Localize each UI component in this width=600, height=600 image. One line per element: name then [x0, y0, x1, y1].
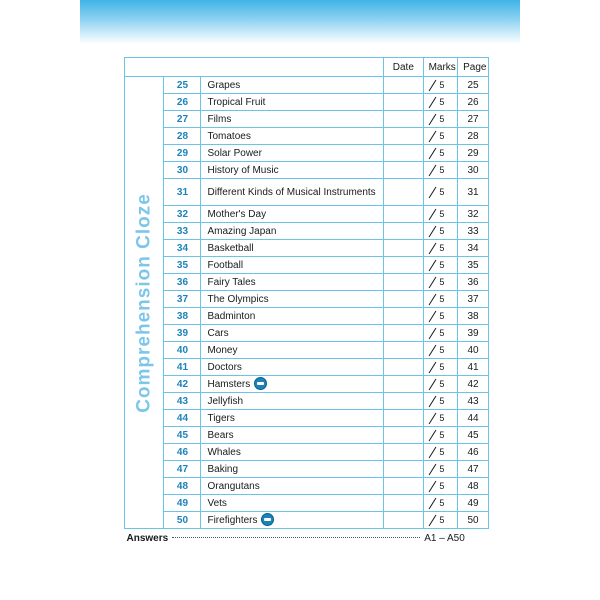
- page-number: 39: [458, 325, 489, 342]
- unit-number: 44: [164, 410, 201, 427]
- marks-fraction: [429, 343, 451, 357]
- fraction-slash: [429, 209, 437, 221]
- date-cell: [384, 206, 423, 223]
- table-row: [125, 342, 489, 359]
- table-row: [125, 94, 489, 111]
- marks-cell: [423, 111, 458, 128]
- marks-denominator: 5: [439, 430, 445, 440]
- unit-title: Money: [207, 344, 238, 356]
- fraction-slash: [429, 131, 437, 143]
- fraction-slash: [429, 80, 437, 92]
- leader-dots: [172, 536, 420, 538]
- marks-cell: [423, 223, 458, 240]
- table-row: [125, 495, 489, 512]
- marks-fraction: [429, 462, 451, 476]
- unit-number: 32: [164, 206, 201, 223]
- date-cell: [384, 325, 423, 342]
- unit-title-cell: [201, 444, 384, 461]
- table-row: [125, 478, 489, 495]
- marks-cell: [423, 128, 458, 145]
- unit-title-cell: [201, 359, 384, 376]
- marks-denominator: 5: [439, 362, 445, 372]
- marks-cell: [423, 478, 458, 495]
- marks-denominator: 5: [439, 311, 445, 321]
- page-number: 42: [458, 376, 489, 393]
- fraction-slash: [429, 311, 437, 323]
- date-cell: [384, 376, 423, 393]
- marks-fraction: [429, 445, 451, 459]
- unit-title: Films: [207, 113, 232, 125]
- marks-cell: [423, 274, 458, 291]
- marks-denominator: 5: [439, 114, 445, 124]
- marks-fraction: [429, 224, 451, 238]
- unit-number: 40: [164, 342, 201, 359]
- unit-title-cell: [201, 478, 384, 495]
- marks-denominator: 5: [439, 187, 445, 197]
- marks-cell: [423, 291, 458, 308]
- page-number: 25: [458, 77, 489, 94]
- unit-number: 43: [164, 393, 201, 410]
- unit-title: Football: [207, 259, 244, 271]
- page-number: 47: [458, 461, 489, 478]
- fraction-slash: [429, 362, 437, 374]
- unit-number: 45: [164, 427, 201, 444]
- page-number: 33: [458, 223, 489, 240]
- marks-fraction: [429, 309, 451, 323]
- date-cell: [384, 512, 423, 529]
- unit-title: Solar Power: [207, 147, 262, 159]
- unit-title: Orangutans: [207, 480, 260, 492]
- unit-title-cell: [201, 495, 384, 512]
- marks-denominator: 5: [439, 131, 445, 141]
- date-cell: [384, 495, 423, 512]
- fraction-slash: [429, 277, 437, 289]
- marks-fraction: [429, 112, 451, 126]
- page-number: 32: [458, 206, 489, 223]
- page-number: 46: [458, 444, 489, 461]
- unit-title: Whales: [207, 446, 241, 458]
- unit-title-cell: [201, 274, 384, 291]
- marks-cell: [423, 257, 458, 274]
- section-title: Comprehension Cloze: [133, 192, 155, 413]
- unit-title: Grapes: [207, 79, 241, 91]
- marks-fraction: [429, 258, 451, 272]
- date-cell: [384, 444, 423, 461]
- fraction-slash: [429, 379, 437, 391]
- marks-denominator: 5: [439, 498, 445, 508]
- marks-fraction: [429, 394, 451, 408]
- fraction-slash: [429, 148, 437, 160]
- marks-cell: [423, 444, 458, 461]
- marks-fraction: [429, 428, 451, 442]
- marks-denominator: 5: [439, 165, 445, 175]
- unit-title: Baking: [207, 463, 239, 475]
- table-row: [125, 111, 489, 128]
- date-cell: [384, 77, 423, 94]
- marks-cell: [423, 162, 458, 179]
- marks-denominator: 5: [439, 396, 445, 406]
- marks-fraction: [429, 479, 451, 493]
- date-cell: [384, 128, 423, 145]
- page-number: 43: [458, 393, 489, 410]
- table-row: [125, 128, 489, 145]
- date-cell: [384, 240, 423, 257]
- unit-number: 30: [164, 162, 201, 179]
- marks-cell: [423, 77, 458, 94]
- unit-number: 46: [164, 444, 201, 461]
- fraction-slash: [429, 413, 437, 425]
- header-blank-cell: [125, 58, 384, 77]
- online-activity-icon: [261, 513, 274, 526]
- unit-title-cell: [201, 325, 384, 342]
- unit-number: 34: [164, 240, 201, 257]
- unit-title: Tomatoes: [207, 130, 251, 142]
- unit-number: 38: [164, 308, 201, 325]
- marks-cell: [423, 240, 458, 257]
- unit-title-cell: [201, 393, 384, 410]
- unit-title-cell: [201, 376, 384, 393]
- page-number: 30: [458, 162, 489, 179]
- answers-label: Answers: [126, 532, 169, 544]
- date-cell: [384, 342, 423, 359]
- answers-range: A1 – A50: [424, 532, 465, 544]
- marks-fraction: [429, 129, 451, 143]
- marks-fraction: [429, 146, 451, 160]
- unit-title-cell: [201, 410, 384, 427]
- fraction-slash: [429, 447, 437, 459]
- marks-cell: [423, 308, 458, 325]
- date-cell: [384, 461, 423, 478]
- date-cell: [384, 257, 423, 274]
- marks-cell: [423, 359, 458, 376]
- header-gradient-band: [80, 0, 520, 44]
- table-row: [125, 308, 489, 325]
- answers-row: [125, 529, 489, 548]
- marks-denominator: 5: [439, 515, 445, 525]
- unit-number: 39: [164, 325, 201, 342]
- unit-number: 33: [164, 223, 201, 240]
- date-column-header: Date: [384, 58, 423, 77]
- table-row: [125, 162, 489, 179]
- unit-title: Amazing Japan: [207, 225, 277, 237]
- unit-title-cell: [201, 128, 384, 145]
- unit-title-cell: [201, 308, 384, 325]
- marks-fraction: [429, 78, 451, 92]
- marks-denominator: 5: [439, 97, 445, 107]
- date-cell: [384, 179, 423, 206]
- page-number: 29: [458, 145, 489, 162]
- unit-title-cell: [201, 77, 384, 94]
- unit-title: Firefighters: [207, 514, 258, 526]
- unit-number: 47: [164, 461, 201, 478]
- unit-title-cell: [201, 145, 384, 162]
- page-number: 26: [458, 94, 489, 111]
- unit-title: History of Music: [207, 164, 279, 176]
- unit-title-cell: [201, 94, 384, 111]
- marks-cell: [423, 325, 458, 342]
- marks-cell: [423, 376, 458, 393]
- unit-title: Badminton: [207, 310, 256, 322]
- page-number: 27: [458, 111, 489, 128]
- fraction-slash: [429, 114, 437, 126]
- unit-number: 25: [164, 77, 201, 94]
- unit-number: 26: [164, 94, 201, 111]
- marks-fraction: [429, 241, 451, 255]
- date-cell: [384, 223, 423, 240]
- fraction-slash: [429, 260, 437, 272]
- page-number: 38: [458, 308, 489, 325]
- table-row: [125, 223, 489, 240]
- unit-title-cell: [201, 179, 384, 206]
- marks-fraction: [429, 513, 451, 527]
- fraction-slash: [429, 165, 437, 177]
- unit-number: 35: [164, 257, 201, 274]
- marks-fraction: [429, 163, 451, 177]
- marks-fraction: [429, 207, 451, 221]
- fraction-slash: [429, 243, 437, 255]
- marks-denominator: 5: [439, 413, 445, 423]
- unit-number: 50: [164, 512, 201, 529]
- fraction-slash: [429, 396, 437, 408]
- unit-title: Fairy Tales: [207, 276, 256, 288]
- unit-number: 41: [164, 359, 201, 376]
- fraction-slash: [429, 328, 437, 340]
- table-row: [125, 410, 489, 427]
- marks-fraction: [429, 411, 451, 425]
- marks-denominator: 5: [439, 277, 445, 287]
- table-row: [125, 444, 489, 461]
- table-row: [125, 427, 489, 444]
- unit-title-cell: [201, 206, 384, 223]
- marks-cell: [423, 145, 458, 162]
- table-row: [125, 376, 489, 393]
- unit-title-cell: [201, 240, 384, 257]
- page-column-header: Page: [458, 58, 489, 77]
- header-row: [125, 58, 489, 77]
- page-number: 44: [458, 410, 489, 427]
- marks-fraction: [429, 360, 451, 374]
- unit-title-cell: [201, 427, 384, 444]
- marks-fraction: [429, 275, 451, 289]
- unit-number: 37: [164, 291, 201, 308]
- unit-number: 49: [164, 495, 201, 512]
- marks-fraction: [429, 377, 451, 391]
- unit-title-cell: [201, 162, 384, 179]
- unit-title: Basketball: [207, 242, 254, 254]
- fraction-slash: [429, 464, 437, 476]
- marks-denominator: 5: [439, 481, 445, 491]
- table-row: [125, 206, 489, 223]
- page-number: 41: [458, 359, 489, 376]
- unit-title: Cars: [207, 327, 229, 339]
- date-cell: [384, 410, 423, 427]
- date-cell: [384, 162, 423, 179]
- unit-title: Tropical Fruit: [207, 96, 266, 108]
- unit-title: The Olympics: [207, 293, 269, 305]
- unit-title-cell: [201, 461, 384, 478]
- date-cell: [384, 274, 423, 291]
- unit-title-cell: [201, 342, 384, 359]
- unit-number: 29: [164, 145, 201, 162]
- table-row: [125, 77, 489, 94]
- page-number: 31: [458, 179, 489, 206]
- page-number: 37: [458, 291, 489, 308]
- marks-cell: [423, 495, 458, 512]
- date-cell: [384, 308, 423, 325]
- date-cell: [384, 111, 423, 128]
- fraction-slash: [429, 481, 437, 493]
- fraction-slash: [429, 187, 437, 199]
- table-row: [125, 461, 489, 478]
- marks-denominator: 5: [439, 148, 445, 158]
- table-row: [125, 257, 489, 274]
- date-cell: [384, 427, 423, 444]
- marks-cell: [423, 342, 458, 359]
- unit-number: 36: [164, 274, 201, 291]
- online-activity-icon: [254, 377, 267, 390]
- unit-title: Vets: [207, 497, 227, 509]
- marks-denominator: 5: [439, 464, 445, 474]
- marks-cell: [423, 427, 458, 444]
- page-number: 34: [458, 240, 489, 257]
- marks-denominator: 5: [439, 379, 445, 389]
- marks-fraction: [429, 292, 451, 306]
- table-row: [125, 179, 489, 206]
- fraction-slash: [429, 97, 437, 109]
- unit-title: Bears: [207, 429, 234, 441]
- unit-title-cell: [201, 291, 384, 308]
- marks-cell: [423, 179, 458, 206]
- marks-fraction: [429, 185, 451, 199]
- marks-cell: [423, 206, 458, 223]
- fraction-slash: [429, 498, 437, 510]
- marks-denominator: 5: [439, 226, 445, 236]
- date-cell: [384, 478, 423, 495]
- unit-title-cell: [201, 257, 384, 274]
- marks-denominator: 5: [439, 345, 445, 355]
- table-of-contents: [124, 57, 489, 547]
- marks-denominator: 5: [439, 447, 445, 457]
- date-cell: [384, 393, 423, 410]
- marks-fraction: [429, 326, 451, 340]
- unit-number: 27: [164, 111, 201, 128]
- marks-cell: [423, 512, 458, 529]
- marks-cell: [423, 410, 458, 427]
- marks-cell: [423, 393, 458, 410]
- unit-number: 31: [164, 179, 201, 206]
- page-number: 49: [458, 495, 489, 512]
- table-row: [125, 393, 489, 410]
- table-row: [125, 359, 489, 376]
- page-number: 35: [458, 257, 489, 274]
- fraction-slash: [429, 430, 437, 442]
- page-number: 45: [458, 427, 489, 444]
- unit-title: Hamsters: [207, 378, 251, 390]
- marks-cell: [423, 461, 458, 478]
- fraction-slash: [429, 345, 437, 357]
- unit-title-cell: [201, 223, 384, 240]
- unit-title: Mother's Day: [207, 208, 267, 220]
- fraction-slash: [429, 294, 437, 306]
- unit-title: Different Kinds of Musical Instruments: [207, 186, 376, 198]
- page-number: 48: [458, 478, 489, 495]
- section-side-cell: [125, 77, 164, 529]
- date-cell: [384, 291, 423, 308]
- date-cell: [384, 145, 423, 162]
- page-number: 50: [458, 512, 489, 529]
- page-number: 28: [458, 128, 489, 145]
- table-row: [125, 145, 489, 162]
- marks-denominator: 5: [439, 328, 445, 338]
- unit-number: 48: [164, 478, 201, 495]
- unit-title: Doctors: [207, 361, 242, 373]
- page-number: 36: [458, 274, 489, 291]
- page-number: 40: [458, 342, 489, 359]
- marks-denominator: 5: [439, 260, 445, 270]
- unit-title-cell: [201, 111, 384, 128]
- date-cell: [384, 359, 423, 376]
- unit-number: 28: [164, 128, 201, 145]
- unit-title: Tigers: [207, 412, 235, 424]
- table-row: [125, 274, 489, 291]
- table-row: [125, 240, 489, 257]
- marks-denominator: 5: [439, 209, 445, 219]
- marks-denominator: 5: [439, 80, 445, 90]
- unit-title: Jellyfish: [207, 395, 244, 407]
- marks-fraction: [429, 496, 451, 510]
- unit-number: 42: [164, 376, 201, 393]
- unit-title-cell: [201, 512, 384, 529]
- table-row: [125, 291, 489, 308]
- fraction-slash: [429, 515, 437, 527]
- marks-cell: [423, 94, 458, 111]
- table-row: [125, 512, 489, 529]
- date-cell: [384, 94, 423, 111]
- marks-denominator: 5: [439, 294, 445, 304]
- table-row: [125, 325, 489, 342]
- marks-denominator: 5: [439, 243, 445, 253]
- fraction-slash: [429, 226, 437, 238]
- marks-column-header: Marks: [423, 58, 458, 77]
- marks-fraction: [429, 95, 451, 109]
